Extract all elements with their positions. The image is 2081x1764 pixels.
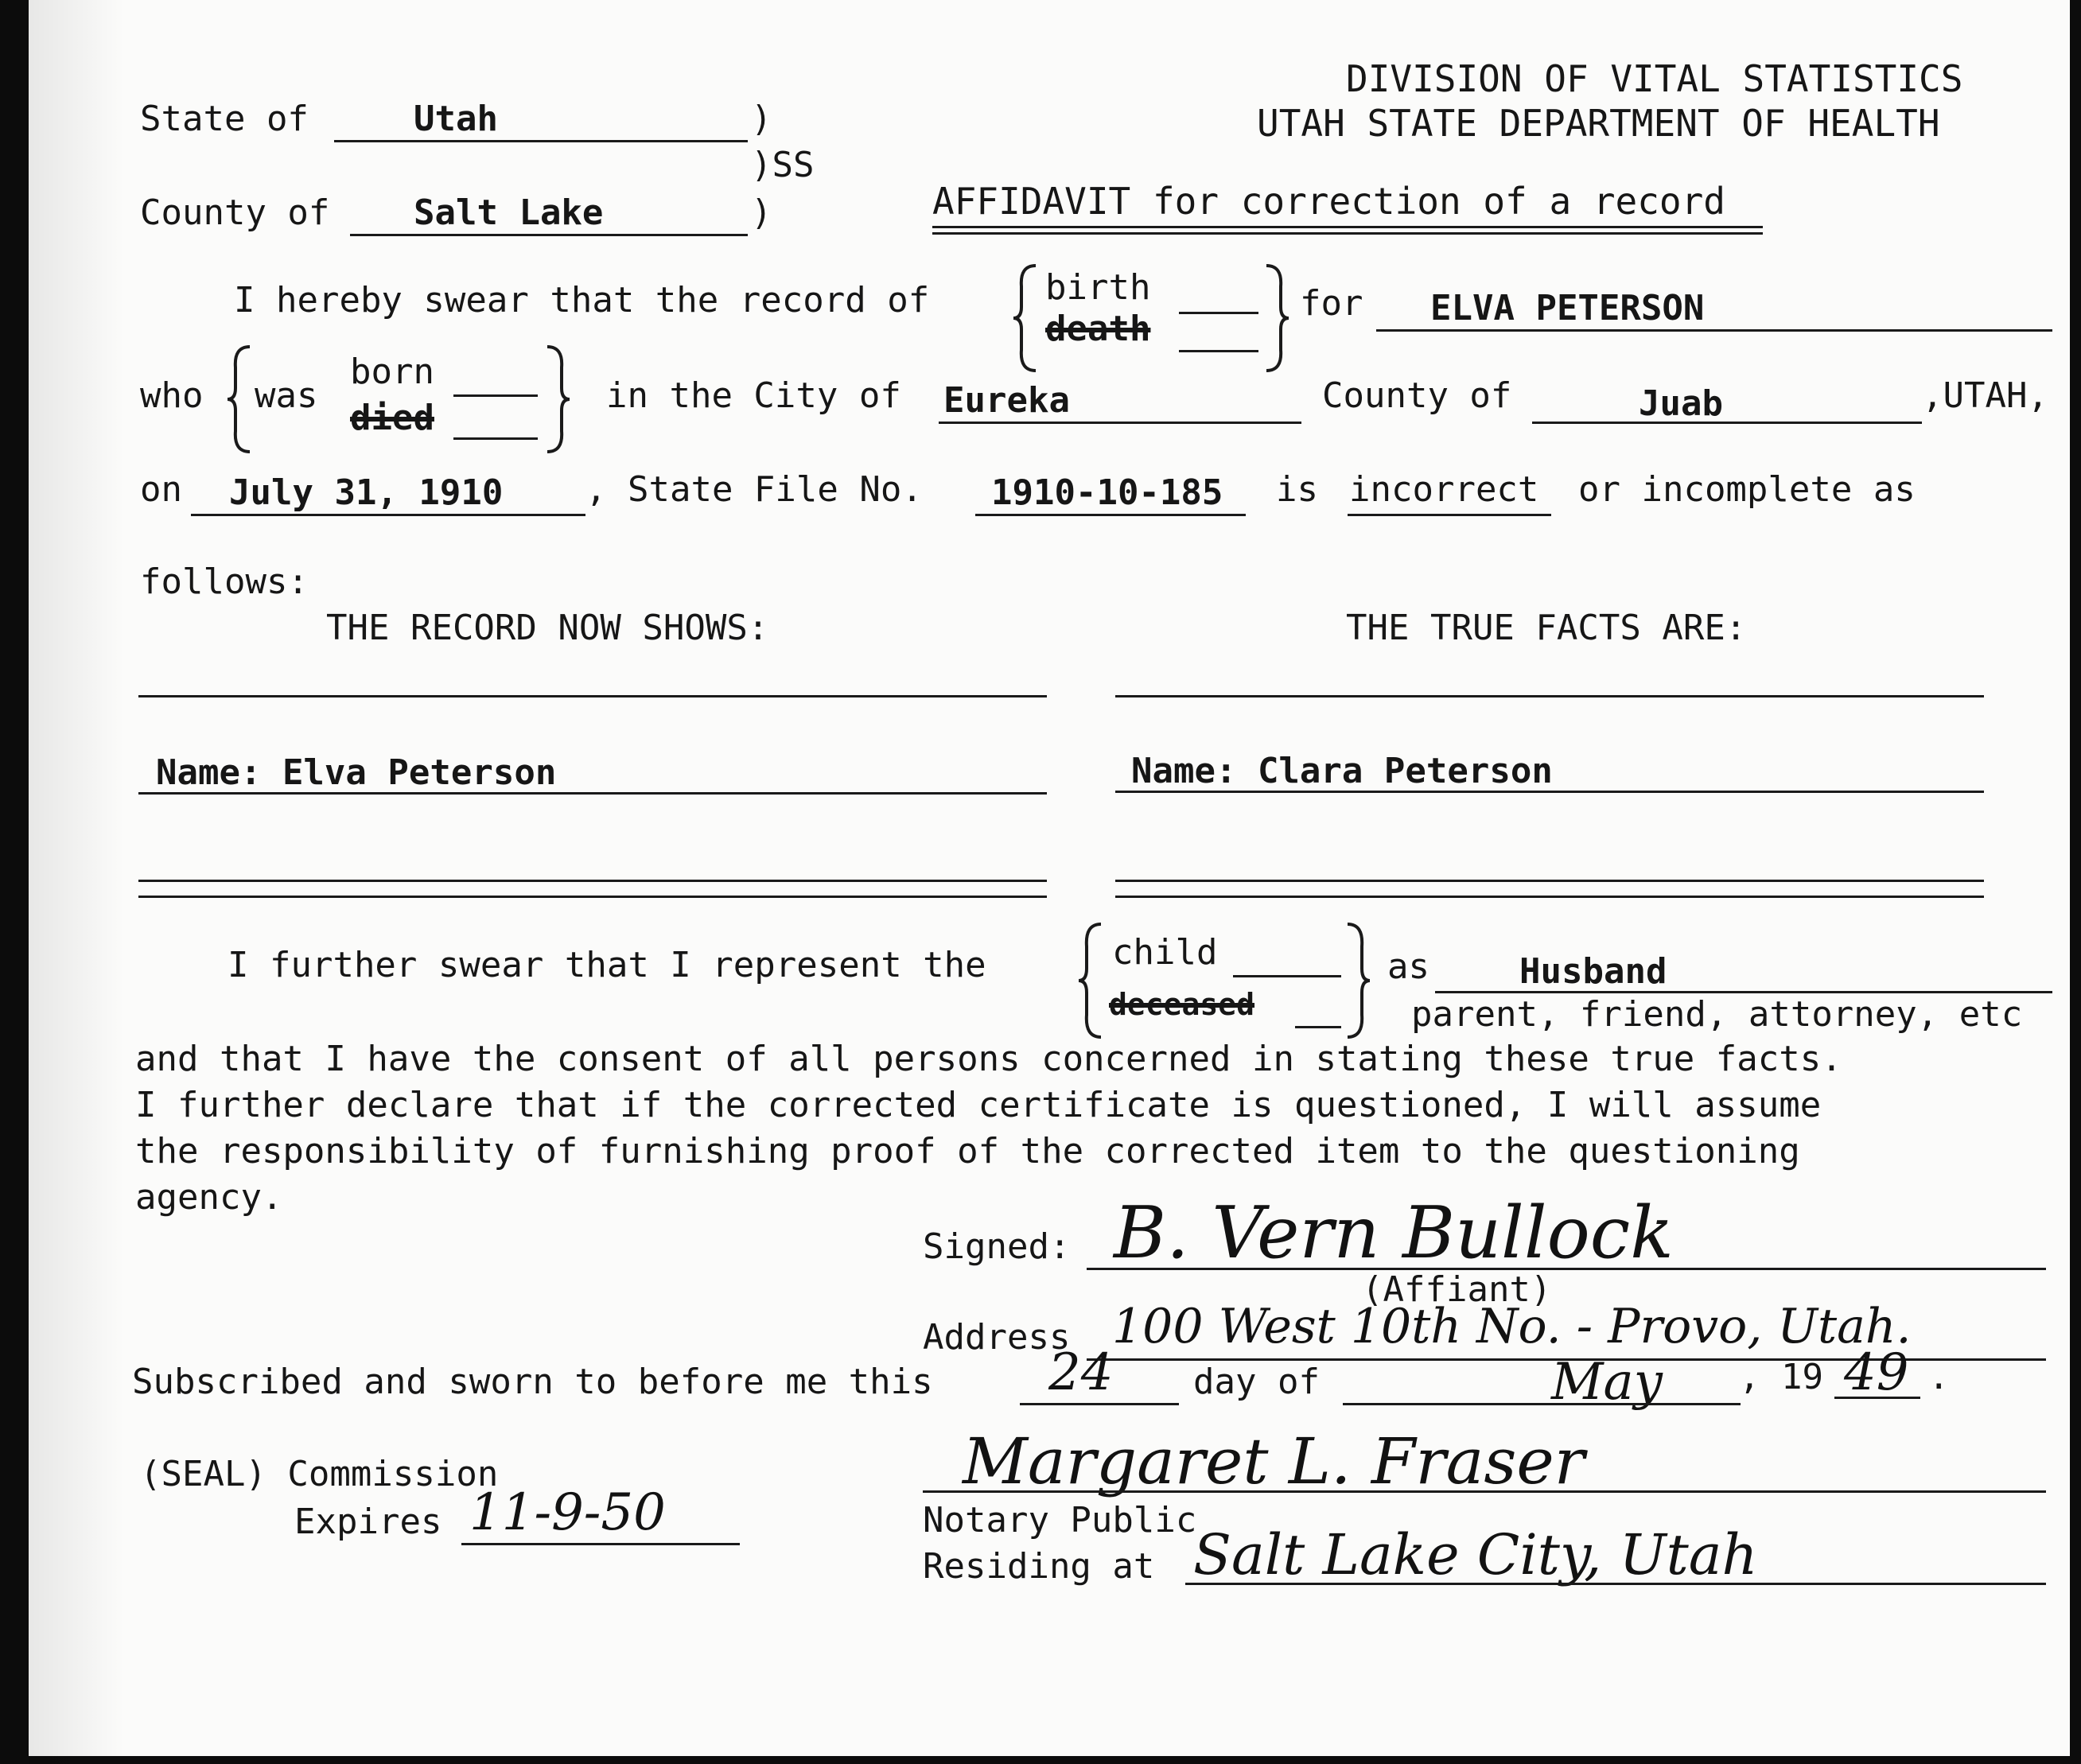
state-label: State of [140,99,309,139]
as-hint: parent, friend, attorney, etc [1411,994,2023,1035]
day-of-label: day of [1193,1362,1320,1402]
event-brace-right [541,344,573,455]
residing-label: Residing at [923,1546,1155,1587]
declaration-line-1: and that I have the consent of all persons concerned in stating these true facts. [135,1039,1842,1079]
scan-border-left [0,0,29,1764]
affiant-label: (Affiant) [1362,1269,1552,1310]
year-line [1834,1397,1920,1399]
represent-text: I further swear that I represent the [228,945,986,985]
year-value: 49 [1844,1343,1909,1402]
born-blank [453,394,538,397]
died-blank [453,437,538,440]
expires-value: 11-9-50 [469,1483,666,1542]
birth-blank [1179,312,1258,314]
record-shows-heading: THE RECORD NOW SHOWS: [326,608,769,648]
record-shows-line-1 [138,695,1047,697]
incorrect-underline [1348,514,1551,516]
record-option-death: death [1045,309,1151,349]
represent-option-child: child [1112,932,1218,973]
county-value: Salt Lake [414,192,604,233]
record-brace-right [1260,262,1292,374]
department-heading: UTAH STATE DEPARTMENT OF HEALTH [1257,102,1940,145]
follows-label: follows: [140,561,309,602]
city-label: in the City of [606,375,901,416]
represent-brace-right [1341,921,1373,1040]
expires-line [461,1543,740,1545]
signed-line [1087,1268,2046,1270]
state-paren: ) [751,99,772,139]
state-value: Utah [414,99,498,139]
record-option-birth: birth [1045,267,1151,308]
county2-value: Juab [1639,383,1723,424]
was-label: was [255,375,318,416]
record-brace-left [1010,262,1042,374]
city-line [939,422,1301,424]
for-value: ELVA PETERSON [1430,288,1705,328]
represent-brace-left [1076,921,1107,1040]
torn-edge-shadow [29,0,124,1764]
deceased-blank [1295,1026,1341,1028]
on-label: on [140,469,182,510]
represent-option-deceased: deceased [1109,987,1255,1022]
child-blank [1233,975,1341,977]
as-line [1435,991,2052,993]
swear-text: I hereby swear that the record of [234,280,930,321]
address-value: 100 West 10th No. - Provo, Utah. [1112,1299,1912,1354]
residing-value: Salt Lake City, Utah [1193,1522,1758,1587]
event-brace-left [224,344,256,455]
true-facts-heading: THE TRUE FACTS ARE: [1346,608,1747,648]
city-value: Eureka [943,380,1070,421]
record-shows-line-4 [138,896,1047,898]
scan-border-bottom [0,1756,2081,1764]
who-label: who [140,375,204,416]
true-facts-line-4 [1115,896,1984,898]
county-line [350,234,748,236]
record-shows-value: Name: Elva Peterson [156,752,557,793]
notary-signature: Margaret L. Fraser [963,1424,1585,1498]
subscribed-text: Subscribed and sworn to before me this [132,1362,933,1402]
state-line [334,140,748,142]
county-paren: ) [751,192,772,233]
declaration-line-4: agency. [135,1177,283,1218]
signed-label: Signed: [923,1226,1071,1267]
true-facts-line-3 [1115,880,1984,882]
day-line [1020,1403,1179,1405]
true-facts-value: Name: Clara Peterson [1131,751,1553,791]
state-suffix: ,UTAH, [1922,375,2048,416]
division-heading: DIVISION OF VITAL STATISTICS [1346,57,1963,100]
file-line [975,514,1246,516]
record-shows-line-2 [138,792,1047,795]
record-shows-line-3 [138,880,1047,882]
county-label: County of [140,192,330,233]
file-label: , State File No. [585,469,923,510]
notary-public-label: Notary Public [923,1500,1197,1541]
ss-mark: )SS [751,145,815,185]
for-line [1376,329,2052,332]
seal-commission-label: (SEAL) Commission [140,1454,499,1494]
event-option-died: died [350,398,434,438]
form-title: AFFIDAVIT for correction of a record [932,180,1725,223]
declaration-line-3: the responsibility of furnishing proof of the corrected item to the questioning [135,1131,1800,1171]
file-number-value: 1910-10-185 [991,472,1223,513]
affiant-signature: B. Vern Bullock [1114,1191,1674,1275]
true-facts-line-1 [1115,695,1984,697]
year-suffix: . [1928,1357,1950,1397]
as-label: as [1387,946,1429,987]
true-facts-line-2 [1115,791,1984,793]
year-prefix: , 19 [1739,1357,1823,1397]
address-label: Address [923,1317,1071,1358]
birth-date-value: July 31, 1910 [229,472,504,513]
death-blank [1179,350,1258,352]
expires-label: Expires [294,1502,442,1542]
month-line [1343,1403,1741,1405]
for-label: for [1300,283,1363,324]
residing-line [1185,1583,2046,1585]
incorrect-label: incorrect [1349,469,1539,510]
month-value: May [1551,1353,1663,1412]
scan-border-right [2070,0,2081,1764]
day-value: 24 [1048,1343,1114,1402]
date-line [191,514,585,516]
event-option-born: born [350,352,434,392]
declaration-line-2: I further declare that if the corrected certificate is questioned, I will assume [135,1085,1822,1125]
as-value: Husband [1519,951,1667,992]
form-title-underline [932,226,1763,235]
county2-line [1532,422,1922,424]
is-label: is [1276,469,1318,510]
notary-line [923,1490,2046,1493]
county2-label: County of [1322,375,1512,416]
or-incomplete-label: or incomplete as [1578,469,1916,510]
